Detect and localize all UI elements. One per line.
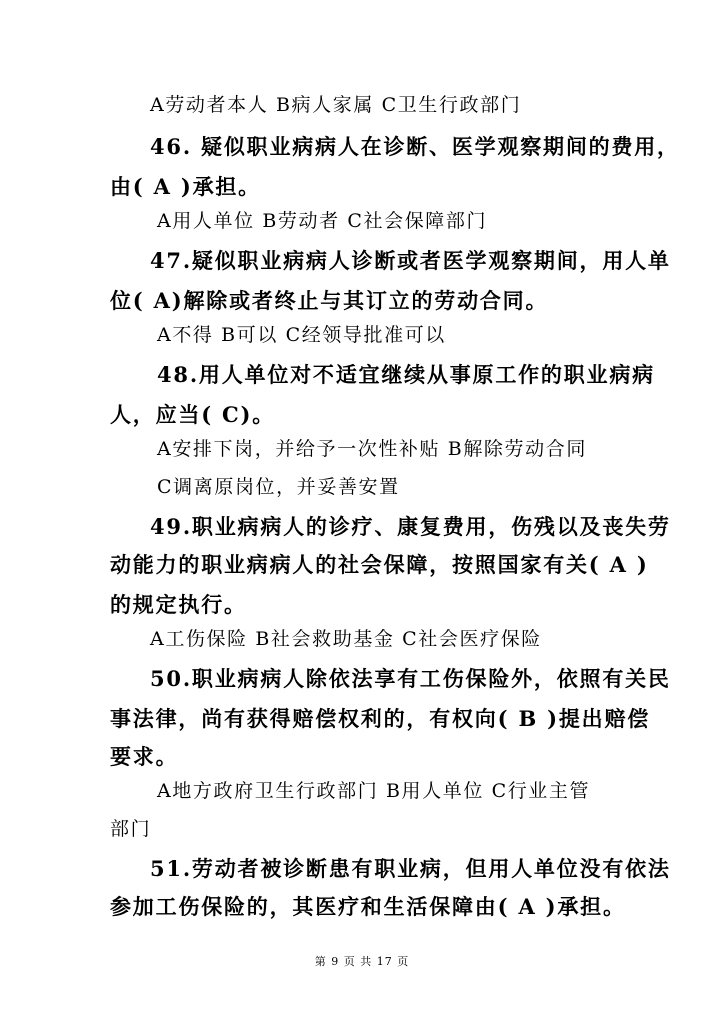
q46-options: A用人单位 B劳动者 C社会保障部门 [157, 210, 488, 232]
q47-options: A不得 B可以 C经领导批准可以 [157, 324, 446, 346]
q49-question-line3: 的规定执行。 [110, 592, 247, 617]
q47-question-line1: 47.疑似职业病病人诊断或者医学观察期间，用人单 [150, 248, 671, 273]
q46-question-line2: 由( A )承担。 [110, 174, 261, 199]
q50-options-line2: 部门 [110, 818, 152, 840]
q51-question-line2: 参加工伤保险的，其医疗和生活保障由( A )承担。 [110, 894, 626, 919]
q50-question-line3: 要求。 [110, 744, 179, 769]
q49-question-line2: 动能力的职业病病人的社会保障，按照国家有关( A ) [110, 552, 649, 577]
q48-options-line2: C调离原岗位，并妥善安置 [157, 476, 400, 498]
q49-question-line1: 49.职业病病人的诊疗、康复费用，伤残以及丧失劳 [150, 514, 671, 539]
q48-question-line2: 人，应当( C)。 [110, 402, 276, 427]
page-footer: 第 9 页 共 17 页 [314, 955, 410, 968]
q50-options-line1: A地方政府卫生行政部门 B用人单位 C行业主管 [157, 780, 591, 802]
q46-question-line1: 46. 疑似职业病病人在诊断、医学观察期间的费用， [150, 134, 680, 159]
q49-options: A工伤保险 B社会救助基金 C社会医疗保险 [150, 628, 542, 650]
q50-question-line2: 事法律，尚有获得赔偿权利的，有权向( B )提出赔偿 [110, 706, 651, 731]
q50-question-line1: 50.职业病病人除依法享有工伤保险外，依照有关民 [150, 666, 671, 691]
q45-options: A劳动者本人 B病人家属 C卫生行政部门 [150, 94, 522, 116]
q48-options-line1: A安排下岗，并给予一次性补贴 B解除劳动合同 [157, 438, 587, 460]
q47-question-line2: 位( A)解除或者终止与其订立的劳动合同。 [110, 288, 549, 313]
q48-question-line1: 48.用人单位对不适宜继续从事原工作的职业病病 [157, 362, 655, 387]
q51-question-line1: 51.劳动者被诊断患有职业病，但用人单位没有依法 [150, 856, 671, 881]
